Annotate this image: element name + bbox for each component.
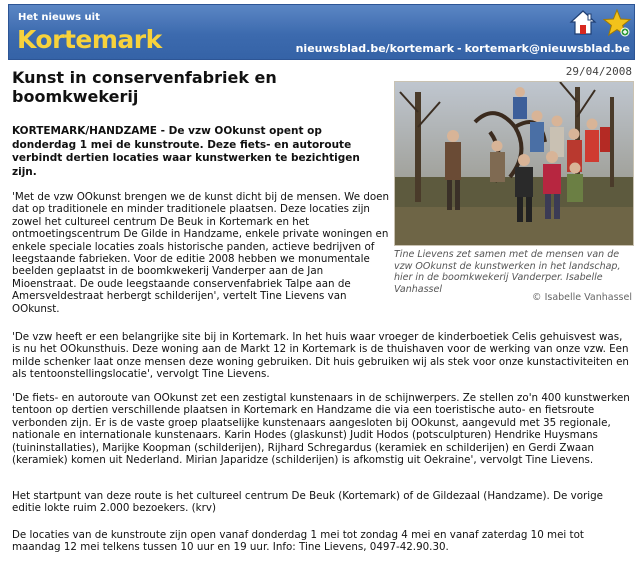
home-icon[interactable] [568, 8, 598, 38]
photo-credit: © Isabelle Vanhassel [532, 292, 632, 303]
article-paragraph: 'De vzw heeft er een belangrijke site bij in Kortemark. In het huis waar vroeger de kinderboetiek Celis gehuisvest was, is nu het OOkunsthuis. Deze woning aan de Markt 12 in Kortemark is de thuishaven voor de werking van onze vzw. Een milde schenker laat onze mensen deze woning gebruiken. Dit huis gebruiken wij als stek voor onze kunstactiviteiten en als tentoonstellingslocatie', vervolgt Tine Lievens. [12, 331, 629, 381]
header-links [296, 42, 630, 55]
article-lead: KORTEMARK/HANDZAME - De vzw OOkunst opent op donderdag 1 mei de kunstroute. Deze fiets- en autoroute verbindt dertien locaties waar kunstwerken te bezichtigen zijn. [12, 125, 360, 178]
article-date: 29/04/2008 [565, 65, 632, 78]
site-header-banner [8, 4, 635, 60]
article-paragraph: 'De fiets- en autoroute van OOkunst zet een zestigtal kunstenaars in de schijnwerpers. Ze stellen zo'n 400 kunstwerken tentoon op dertien verschillende plaatsen in Kortemark en Handzame die via een toeristische auto- en fietsroute verbonden zijn. Er is de vaste groep plaatselijke kunstenaars aangesloten bij OOkunst, aangevuld met 35 regionale, nationale en internationale kunstenaars. Karin Hodes (glaskunst) Judit Hodos (potsculpturen) Hendrike Huysmans (tuininstallaties), Marijke Koopman (schilderijen), Rijhard Schregardus (keramiek en schilderijen) en Gerdi Zwaan (keramiek) komen uit Nederland. Mirian Japaridze (schilderijen) is afkomstig uit Oekraine', vervolgt Tine Lievens. [12, 392, 630, 467]
article-paragraph: 'Met de vzw OOkunst brengen we de kunst dicht bij de mensen. We doen dat op traditionele en minder traditionele plaatsen. Deze locaties zijn zowel het cultureel centrum De Beuk in Kortemark en het ontmoetingscentrum De Gilde in Handzame, enkele private woningen en enkele speciale locaties zoals historische panden, actieve bedrijven of leegstaande fabrieken. Voor de editie 2008 hebben we monumentale beelden geplaatst in de boomkwekerij Vanderper aan de Jan Mioenstraat. De oude leegstaande conservenfabriek Talpe aan de Amersveldestraat herbergt schilderijen', vertelt Tine Lievens van OOkunst. [12, 191, 390, 315]
link-separator: - [457, 42, 462, 55]
email-link[interactable]: kortemark@nieuwsblad.be [464, 42, 630, 55]
star-icon[interactable] [602, 8, 632, 38]
article-paragraph: Het startpunt van deze route is het cultureel centrum De Beuk (Kortemark) of de Gildezaal (Handzame). De vorige editie lokte ruim 2.000 bezoekers. (krv) [12, 490, 603, 515]
site-link[interactable]: nieuwsblad.be/kortemark [295, 42, 455, 55]
article-photo [394, 81, 634, 246]
article-title: Kunst in conservenfabriek en boomkwekerij [12, 68, 277, 106]
article-paragraph: De locaties van de kunstroute zijn open vanaf donderdag 1 mei tot zondag 4 mei en vanaf zaterdag 10 mei tot maandag 12 mei telkens tussen 10 uur en 19 uur. Info: Tine Lievens, 0497-42.90.30. [12, 529, 584, 554]
photo-caption: Tine Lievens zet samen met de mensen van de vzw OOkunst de kunstwerken in het landschap, hier in de boomkwekerij Vanderper. Isabelle Vanhassel [394, 249, 621, 295]
header-kicker: Het nieuws uit [18, 12, 100, 23]
header-city-title[interactable]: Kortemark [17, 25, 162, 54]
